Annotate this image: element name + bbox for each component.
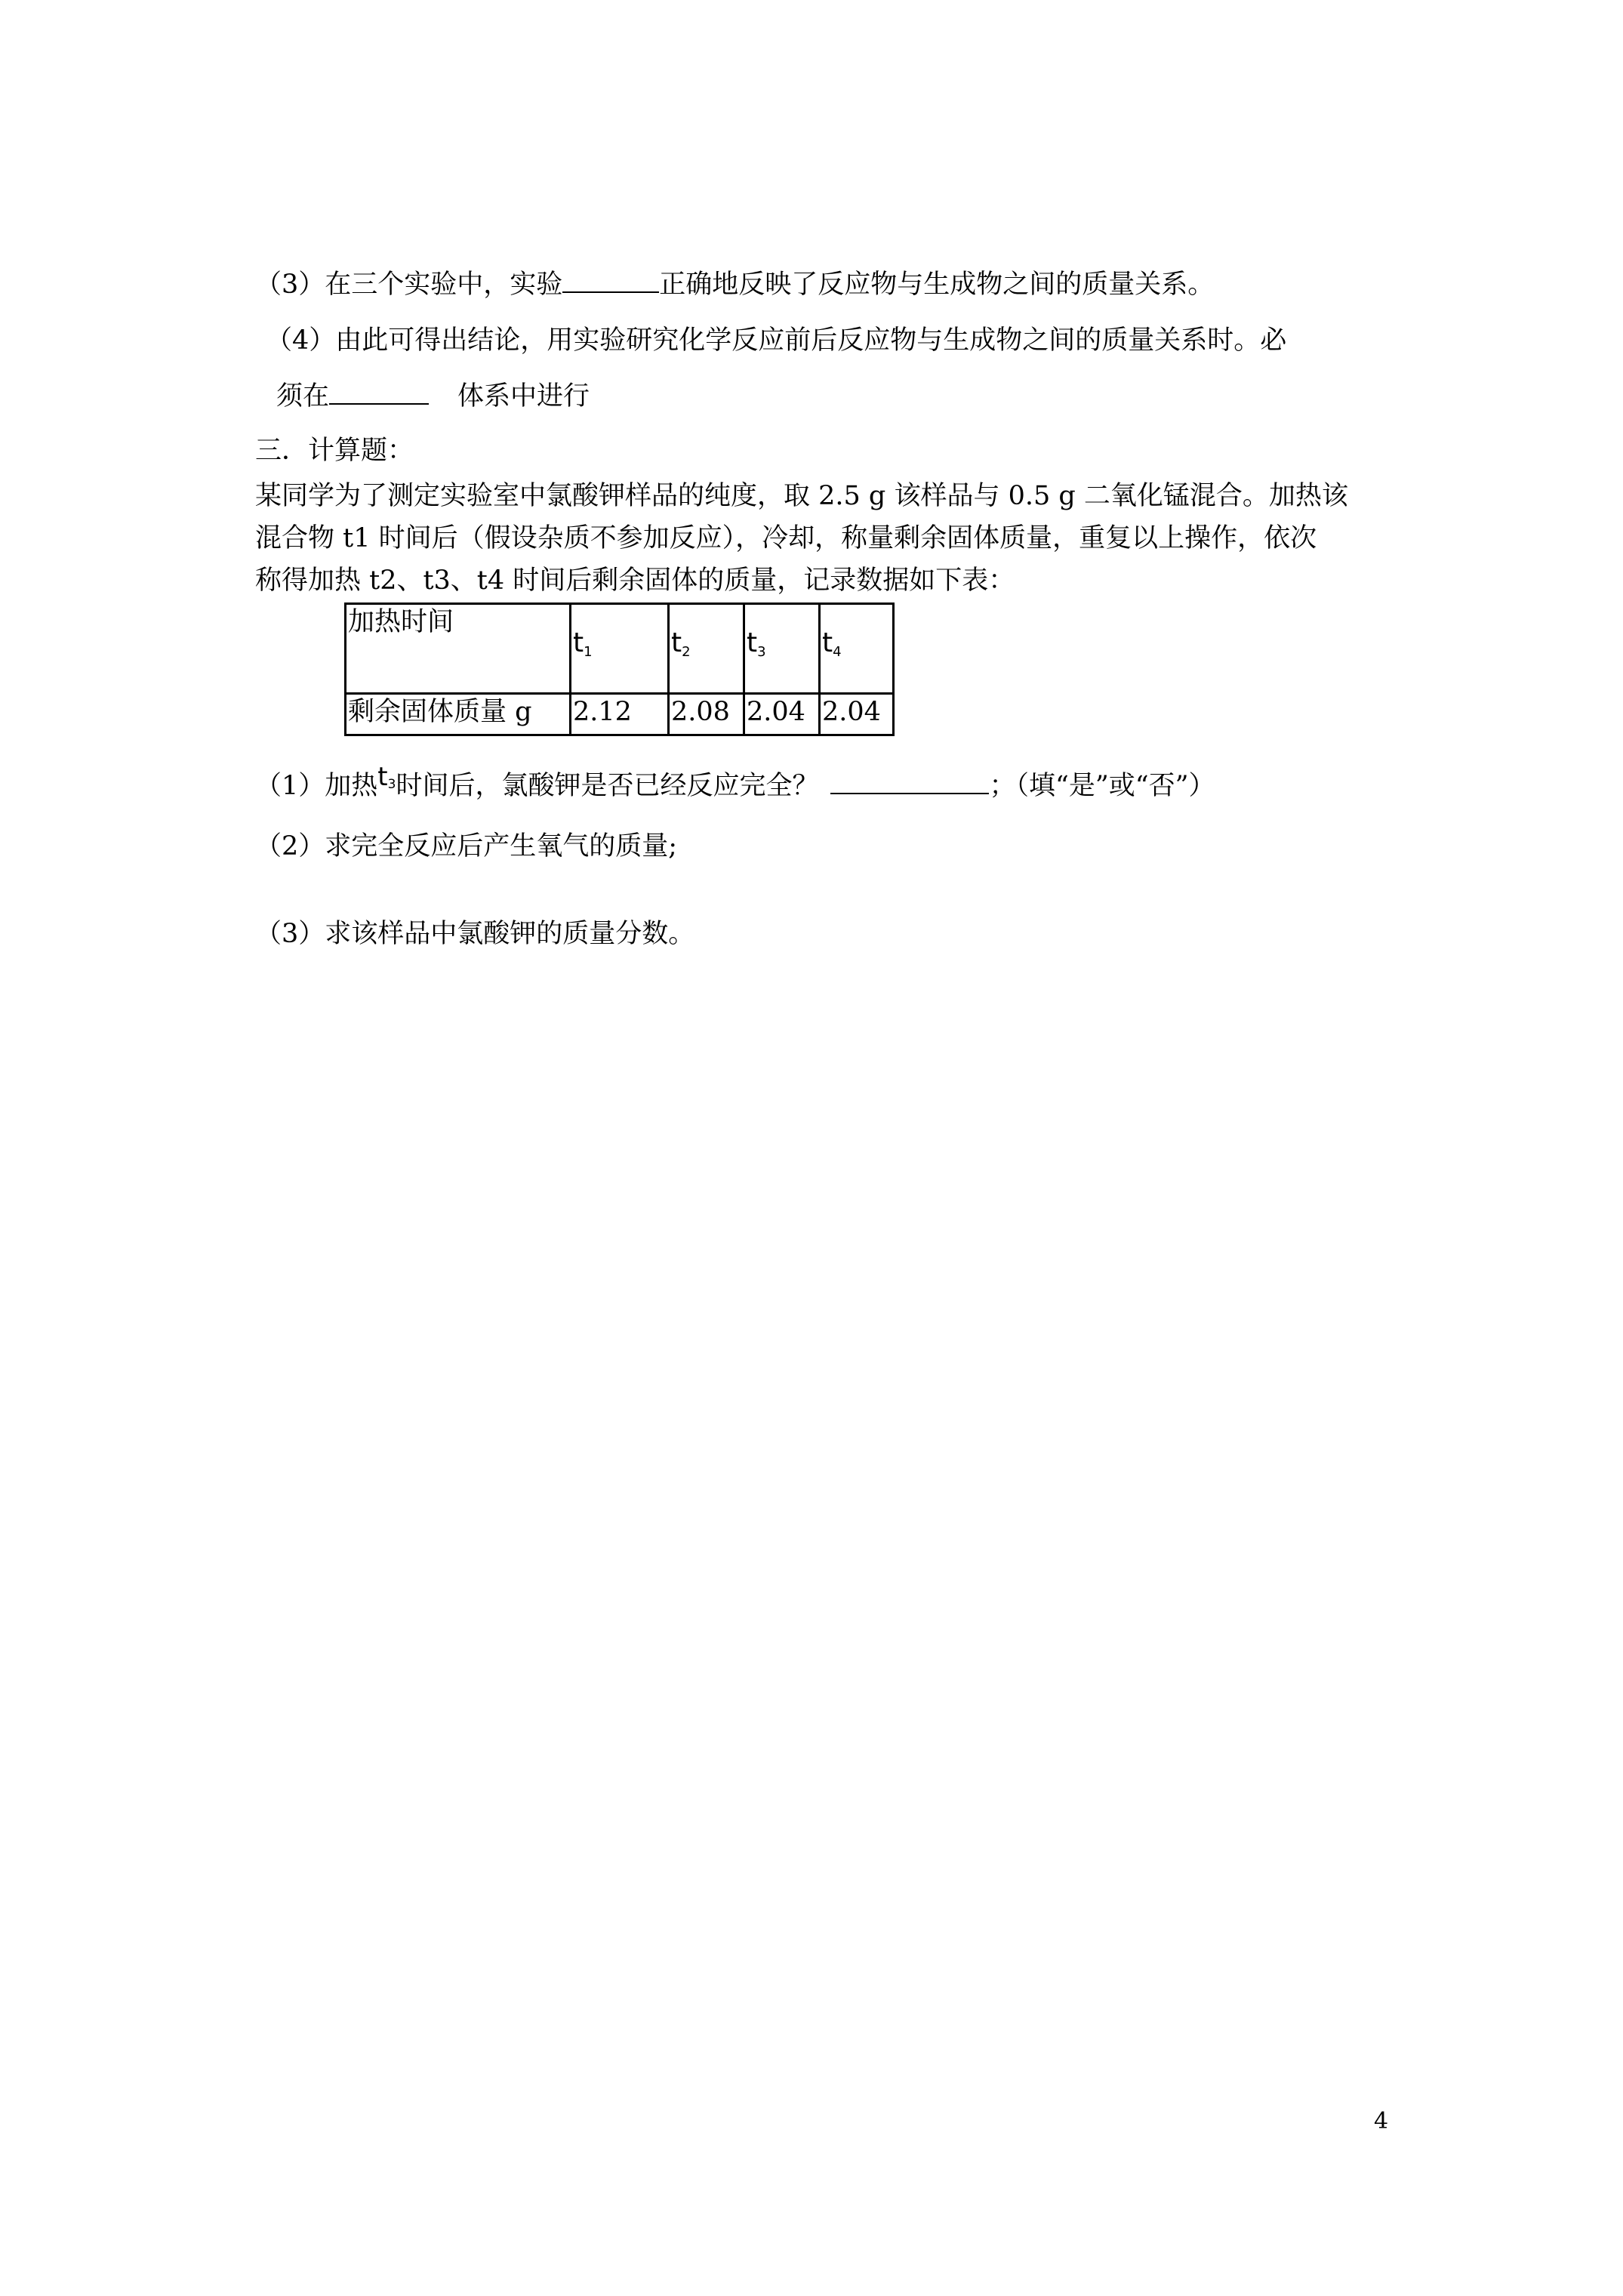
- time-symbol: $t_1$: [573, 627, 593, 660]
- time-symbol: $t_4$: [822, 627, 842, 660]
- table-mass-cell: 2.04: [820, 694, 894, 735]
- table-time-cell: [744, 604, 820, 694]
- question-3-suffix: 正确地反映了反应物与生成物之间的质量关系。: [659, 270, 1215, 300]
- table-mass-cell: 2.04: [744, 694, 820, 735]
- question-4-blank: [329, 381, 429, 405]
- table-time-cell: [571, 604, 669, 694]
- page-number: 4: [1374, 2108, 1389, 2134]
- table-row-time: [346, 604, 894, 694]
- question-4-line2-suffix: 体系中进行: [457, 381, 590, 411]
- table-time-cell: [820, 604, 894, 694]
- question-3-prefix: （3）在三个实验中，实验: [255, 270, 563, 300]
- table-header-label: 加热时间: [346, 604, 571, 694]
- sub-question-1-blank: [830, 770, 989, 794]
- sub-question-1: [255, 762, 1215, 811]
- sub-question-1-prefix: （1）加热: [255, 771, 378, 801]
- question-3-blank: [562, 269, 659, 293]
- question-4-line-1: [266, 323, 1286, 358]
- time-symbol-inline: $t_3$: [377, 762, 396, 792]
- question-4-line2-prefix: 须在: [276, 381, 330, 411]
- question-3: [255, 267, 1214, 302]
- table-mass-cell: 2.12: [571, 694, 669, 735]
- table-time-cell: [669, 604, 744, 694]
- data-table: [344, 603, 895, 736]
- sub-question-2: （2）求完全反应后产生氧气的质量;: [255, 831, 678, 861]
- time-symbol: $t_3$: [747, 627, 766, 660]
- problem-line-2: 混合物 t1 时间后（假设杂质不参加反应），冷却，称量剩余固体质量，重复以上操作，依次: [255, 523, 1317, 553]
- table-row-label: 剩余固体质量 g: [346, 694, 571, 735]
- table-row-mass: [346, 694, 894, 735]
- table-mass-cell: 2.08: [669, 694, 744, 735]
- sub-question-1-suffix: ；（填“是”或“否”）: [989, 771, 1215, 801]
- sub-question-3: （3）求该样品中氯酸钾的质量分数。: [255, 919, 695, 949]
- problem-line-3: 称得加热 t2、t3、t4 时间后剩余固体的质量，记录数据如下表：: [255, 566, 1015, 596]
- sub-question-1-middle: 时间后，氯酸钾是否已经反应完全？: [396, 771, 819, 801]
- section-title: 三．计算题：: [255, 436, 414, 466]
- time-symbol: $t_2$: [671, 627, 691, 660]
- problem-line-1: 某同学为了测定实验室中氯酸钾样品的纯度，取 2.5 g 该样品与 0.5 g 二氧化锰混合。加热该: [255, 481, 1348, 511]
- question-4-text: （4）由此可得出结论，用实验研究化学反应前后反应物与生成物之间的质量关系时。必: [266, 325, 1287, 356]
- question-4-line-2: [276, 379, 590, 414]
